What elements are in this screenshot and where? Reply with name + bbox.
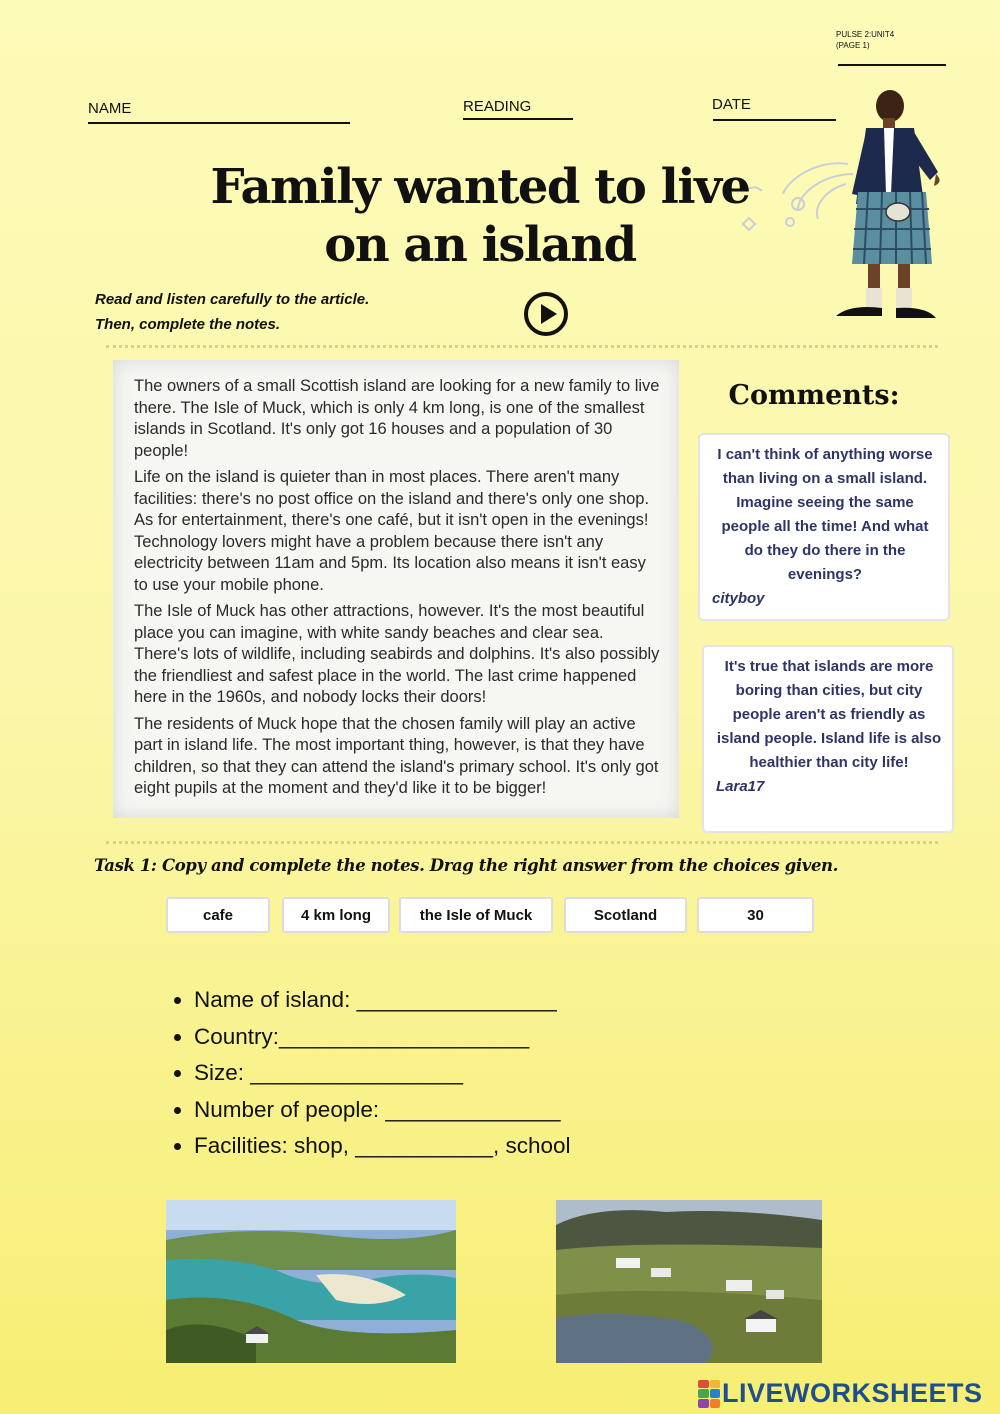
task-instruction: Task 1: Copy and complete the notes. Drag the right answer from the choices given. <box>94 856 838 875</box>
title-line2: on an island <box>324 217 636 273</box>
page-title <box>130 158 830 274</box>
unit-code-line2: (PAGE 1) <box>836 41 870 50</box>
comment-text: I can't think of anything worse than living on a small island. Imagine seeing the same people all the time! And what do they do there in the evenings? <box>717 446 933 583</box>
article-scan <box>113 360 679 818</box>
unit-code-underline <box>838 64 946 66</box>
instructions <box>95 287 369 337</box>
comment-card <box>702 645 954 833</box>
title-line1: Family wanted to live <box>210 159 750 215</box>
note-number-of-people[interactable]: • Number of people: ______________ <box>194 1092 571 1129</box>
unit-code <box>836 29 894 51</box>
note-country[interactable]: • Country:____________________ <box>194 1019 571 1056</box>
island-beach-photo <box>166 1200 456 1363</box>
comment-text: It's true that islands are more boring than cities, but city people aren't as friendly as island people. Island life is also healthier than city life! <box>716 658 942 771</box>
brand-text: LIVEWORKSHEETS <box>722 1378 983 1408</box>
article-paragraph: The residents of Muck hope that the chosen family will play an active part in island life. The most important thing, however, is that they have children, so that they can attend the island's primary school. It's only got eight pupils at the moment and they'd like it to be bigger! <box>134 714 659 797</box>
name-label: NAME <box>88 100 132 117</box>
instructions-line1: Read and listen carefully to the article. <box>95 291 370 308</box>
choice-isle-of-muck[interactable]: the Isle of Muck <box>399 897 553 933</box>
unit-code-line1: PULSE 2:UNIT4 <box>836 30 895 39</box>
choice-30[interactable]: 30 <box>697 897 814 933</box>
reading-line[interactable] <box>463 118 573 120</box>
comments-title: Comments: <box>728 380 900 411</box>
divider-bottom <box>106 841 938 844</box>
choice-cafe[interactable]: cafe <box>166 897 270 933</box>
notes-list <box>170 982 571 1165</box>
liveworksheets-brand <box>698 1378 983 1409</box>
reading-label: READING <box>463 98 532 115</box>
island-village-photo <box>556 1200 822 1363</box>
comment-user: cityboy <box>712 590 765 607</box>
play-audio-button[interactable] <box>524 292 568 336</box>
date-label: DATE <box>712 96 751 113</box>
note-name-of-island[interactable]: • Name of island: ________________ <box>194 982 571 1019</box>
note-facilities[interactable]: • Facilities: shop, ___________, school <box>194 1128 571 1165</box>
choice-4km-long[interactable]: 4 km long <box>282 897 390 933</box>
comment-card <box>698 433 950 621</box>
instructions-line2: Then, complete the notes. <box>95 316 281 333</box>
name-line[interactable] <box>88 122 350 124</box>
divider-top <box>106 345 938 348</box>
note-size[interactable]: • Size: _________________ <box>194 1055 571 1092</box>
choice-scotland[interactable]: Scotland <box>564 897 687 933</box>
article-paragraph: The owners of a small Scottish island are looking for a new family to live there. The Isle of Muck, which is only 4 km long, is one of the smallest islands in Scotland. It's only got 16 houses and a population of 30 people! <box>134 377 660 460</box>
article-paragraph: The Isle of Muck has other attractions, however. It's the most beautiful place you can imagine, with white sandy beaches and clear sea. There's lots of wildlife, including seabirds and dolphins. It's also possibly the friendliest and safest place in the world. The last crime happened here in the 1960s, and nobody locks their doors! <box>134 602 660 706</box>
liveworksheets-logo-icon <box>698 1380 720 1408</box>
article-paragraph: Life on the island is quieter than in most places. There aren't many facilities: there's no post office on the island and there's only one shop. As for entertainment, there's one café, but it isn't open in the evenings! Technology lovers might have a problem because there isn't any electricity between 11am and 5pm. Its location also means it isn't easy to use your mobile phone. <box>134 468 650 594</box>
comment-user: Lara17 <box>716 778 765 795</box>
